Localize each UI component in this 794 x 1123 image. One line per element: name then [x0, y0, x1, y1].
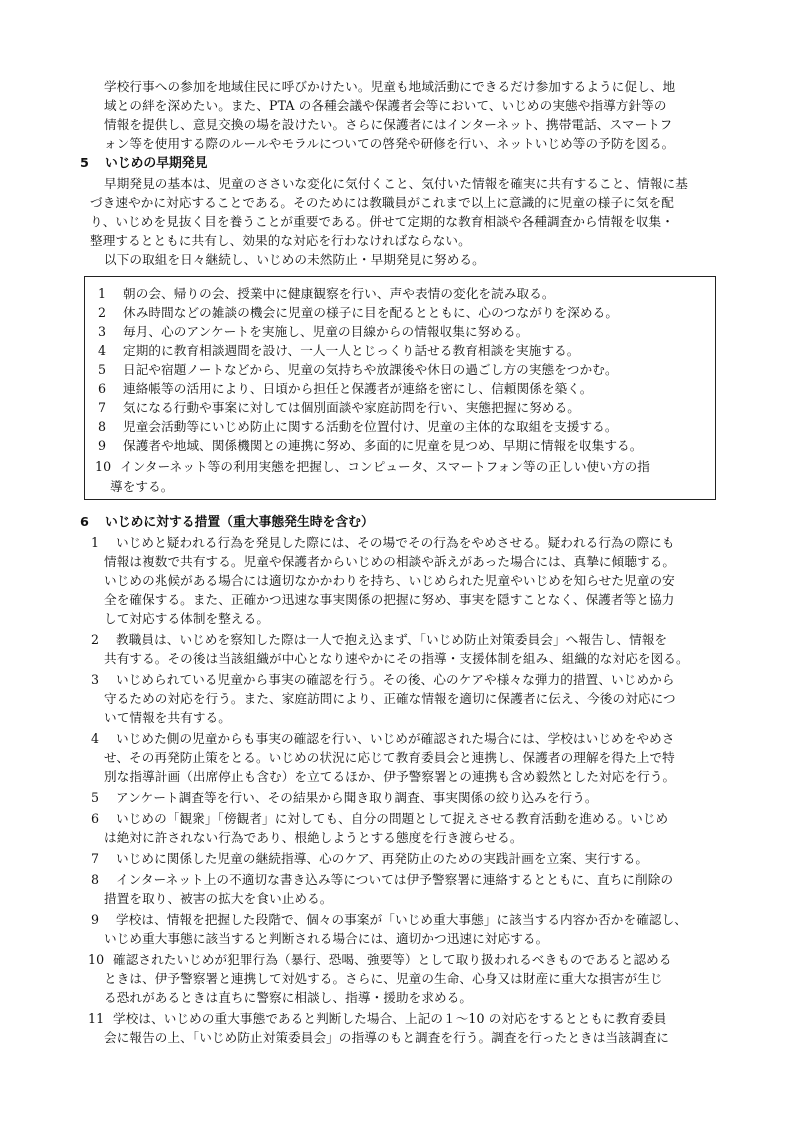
section-title: いじめの早期発見: [105, 156, 208, 171]
list-line: 2 教職員は、いじめを察知した際は一人で抱え込まず、「いじめ防止対策委員会」へ報告し、情報を: [91, 632, 668, 647]
list-line: 11 学校は、いじめの重大事態であると判断した場合、上記の１～10 の対応をするとともに教育委員: [88, 1011, 667, 1026]
list-line: 6 いじめの「観衆」「傍観者」に対しても、自分の問題として捉えさせる教育活動を進める。いじめ: [91, 811, 669, 826]
list-line: 5 アンケート調査等を行い、その結果から聞き取り調査、事実関係の絞り込みを行う。: [91, 790, 598, 805]
list-line: 3 いじめられている児童から事実の確認を行う。その後、心のケアや様々な弾力的措置、いじめから: [91, 672, 675, 687]
list-item: 10 インターネット等の利用実態を把握し、コンピュータ、スマートフォン等の正しい使い方の指: [95, 459, 650, 474]
section-title: いじめに対する措置（重大事態発生時を含む）: [105, 515, 374, 530]
list-line: 10 確認されたいじめが犯罪行為（暴行、恐喝、強要等）として取り扱われるべきものであると認める: [88, 952, 672, 967]
list-line: 4 いじめた側の児童からも事実の確認を行い、いじめが確認された場合には、学校はいじめをやめさ: [91, 731, 675, 746]
list-line: 8 インターネット上の不適切な書き込み等については伊予警察署に連絡するとともに、直ちに削除の: [91, 872, 674, 887]
paragraph-line: づき速やかに対応することである。そのためには教職員がこれまで以上に意識的に児童の様子に気を配: [90, 195, 674, 210]
list-line: 9 学校は、情報を把握した段階で、個々の事案が「いじめ重大事態」に該当する内容か否かを確認し、: [91, 912, 687, 927]
list-item: 5 日記や宿題ノートなどから、児童の気持ちや放課後や休日の過ごし方の実態をつかむ。: [98, 362, 618, 377]
list-line: 守るための対応を行う。また、家庭訪問により、正確な情報を適切に保護者に伝え、今後の対応につ: [104, 691, 676, 706]
list-item: 9 保護者や地域、関係機関との連携に努め、多面的に児童を見つめ、早期に情報を収集する。: [98, 438, 643, 453]
intro-line: 情報を提供し、意見交換の場を設けたい。さらに保護者にはインターネット、携帯電話、スマートフ: [104, 117, 673, 132]
lead-line: 以下の取組を日々継続し、いじめの未然防止・早期発見に努める。: [104, 252, 485, 267]
list-line: 1 いじめと疑われる行為を発見した際には、その場でその行為をやめさせる。疑われる行為の際にも: [91, 535, 675, 550]
list-line: して対応する体制を整える。: [104, 611, 270, 626]
paragraph-line: 整理するとともに共有し、効果的な対応を行わなければならない。: [90, 233, 471, 248]
list-line: 措置を取り、被害の拡大を食い止める。: [104, 891, 333, 906]
list-line: 共有する。その後は当該組織が中心となり速やかにその指導・支援体制を組み、組織的な対応を図る。: [104, 651, 689, 666]
section-5-heading: [80, 154, 207, 173]
list-line: いじめ重大事態に該当すると判断される場合には、適切かつ迅速に対応する。: [104, 931, 549, 946]
list-item-continuation: 導をする。: [110, 479, 174, 494]
list-line: いじめの兆候がある場合には適切なかかわりを持ち、いじめられた児童やいじめを知らせた児童の安: [104, 573, 675, 588]
list-line: 全を確保する。また、正確かつ迅速な事実関係の把握に努め、事実を隠すことなく、保護者等と協力: [104, 592, 675, 607]
list-item: 2 休み時間などの雑談の機会に児童の様子に目を配るとともに、心のつながりを深める。: [98, 305, 619, 320]
list-line: 別な指導計画（出席停止も含む）を立てるほか、伊予警察署との連携も含め毅然とした対応を行う。: [104, 769, 676, 784]
paragraph-line: り、いじめを見抜く目を養うことが重要である。併せて定期的な教育相談や各種調査から情報を収集・: [90, 214, 674, 229]
list-item: 1 朝の会、帰りの会、授業中に健康観察を行い、声や表情の変化を読み取る。: [98, 286, 555, 301]
list-line: 情報は複数で共有する。児童や保護者からいじめの相談や訴えがあった場合には、真摯に傾聴する。: [104, 554, 676, 569]
list-line: る恐れがあるときは直ちに警察に相談し、指導・援助を求める。: [104, 990, 473, 1005]
intro-line: 域との絆を深めたい。また、PTA の各種会議や保護者会等において、いじめの実態や指導方針等の: [104, 98, 667, 113]
list-line: 会に報告の上、「いじめ防止対策委員会」の指導のもと調査を行う。調査を行ったときは当該調査に: [104, 1030, 669, 1045]
list-item: 6 連絡帳等の活用により、日頃から担任と保護者が連絡を密にし、信頼関係を築く。: [98, 381, 593, 396]
section-6-heading: [80, 513, 374, 532]
intro-line: 学校行事への参加を地域住民に呼びかけたい。児童も地域活動にできるだけ参加するように促し、地: [104, 79, 676, 94]
list-item: 8 児童会活動等にいじめ防止に関する活動を位置付け、児童の主体的な取組を支援する。: [98, 419, 618, 434]
section-number: 6: [80, 515, 89, 530]
list-item: 4 定期的に教育相談週間を設け、一人一人とじっくり話せる教育相談を実施する。: [98, 343, 580, 358]
list-item: 3 毎月、心のアンケートを実施し、児童の目線からの情報収集に努める。: [98, 324, 529, 339]
list-line: せ、その再発防止策をとる。いじめの状況に応じて教育委員会と連携し、保護者の理解を得た上で特: [104, 750, 675, 765]
list-line: ときは、伊予警察署と連携して対処する。さらに、児童の生命、心身又は財産に重大な損害が生じ: [104, 971, 663, 986]
list-line: いて情報を共有する。: [104, 710, 231, 725]
intro-line: ォン等を使用する際のルールやモラルについての啓発や研修を行い、ネットいじめ等の予防を図る。: [104, 136, 675, 151]
list-item: 7 気になる行動や事案に対しては個別面談や家庭訪問を行い、実態把握に努める。: [98, 400, 580, 415]
paragraph-line: 早期発見の基本は、児童のささいな変化に気付くこと、気付いた情報を確実に共有すること、情報に基: [104, 176, 688, 191]
section-number: 5: [80, 156, 89, 171]
list-line: 7 いじめに関係した児童の継続指導、心のケア、再発防止のための実践計画を立案、実行する。: [91, 851, 649, 866]
list-line: は絶対に許されない行為であり、根絶しようとする態度を行き渡らせる。: [104, 830, 523, 845]
